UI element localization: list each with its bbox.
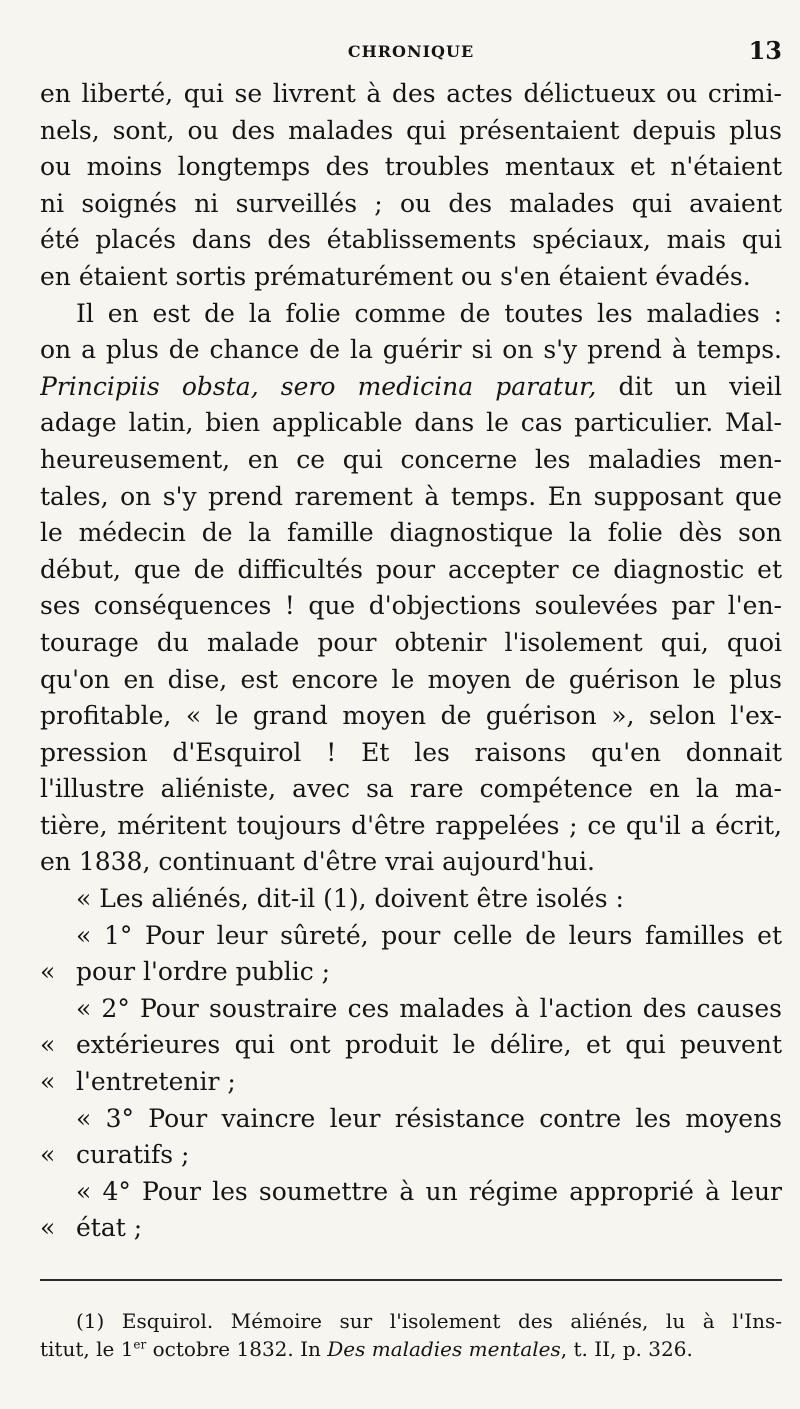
text-line: en 1838, continuant d'être vrai aujourd'hui. [40,847,595,877]
text-line: tourage du malade pour obtenir l'isolement qui, quoi [40,627,782,657]
text-line: nels, sont, ou des malades qui présentaient depuis plus [40,115,782,145]
quote-mark: « [40,1213,56,1243]
quote-mark: « [40,1067,56,1097]
latin-rest: dit un vieil [596,371,782,401]
text-line: qu'on en dise, est encore le moyen de guérison le plus [40,664,782,694]
text-line: Il en est de la folie comme de toutes les maladies : [76,298,782,328]
quote-item: « 1° Pour leur sûreté, pour celle de leurs familles et [76,920,782,950]
text-line: profitable, « le grand moyen de guérison », selon l'ex- [40,701,782,731]
quote-item: « 3° Pour vaincre leur résistance contre les moyens [76,1103,782,1133]
text-line: en étaient sortis prématurément ou s'en étaient évadés. [40,261,751,291]
running-head: CHRONIQUE [347,42,475,61]
text-line: on a plus de chance de la guérir si on s'y prend à temps. [40,335,782,365]
quote-intro: « Les aliénés, dit-il (1), doivent être isolés : [76,884,624,914]
quote-item: « 4° Pour les soumettre à un régime approprié à leur [76,1176,782,1206]
quote-mark: « [40,1140,56,1170]
quote-continuation: « extérieures qui ont produit le délire, et qui peuvent [40,1027,782,1064]
text-line: le médecin de la famille diagnostique la folie dès son [40,518,782,548]
text-line: en liberté, qui se livrent à des actes délictueux ou crimi- [40,79,782,108]
latin-phrase: Principiis obsta, sero medicina paratur, [40,371,597,401]
text-line: ou moins longtemps des troubles mentaux et n'étaient [40,152,782,182]
text-line: heureusement, en ce qui concerne les maladies men- [40,444,782,474]
text-line: début, que de difficultés pour accepter ce diagnostic et [40,554,782,584]
text-line: pression d'Esquirol ! Et les raisons qu'en donnait [40,737,782,767]
quote-item: « 2° Pour soustraire ces malades à l'action des causes [76,993,782,1023]
quote-mark: « [40,957,56,987]
text-line: adage latin, bien applicable dans le cas particulier. Mal- [40,408,782,438]
main-text [40,76,782,1247]
footnote-line: (1) Esquirol. Mémoire sur l'isolement des aliénés, lu à l'Ins- [76,1309,782,1333]
quote-continuation: « l'entretenir ; [40,1064,782,1101]
quote-continuation: « pour l'ordre public ; [40,954,782,991]
text-line: ni soignés ni surveillés ; ou des malades qui avaient [40,188,782,218]
quote-continuation: « état ; [40,1210,782,1247]
latin-line [40,369,782,406]
quote-mark: « [40,1030,56,1060]
text-line: l'illustre aliéniste, avec sa rare compétence en la ma- [40,774,782,804]
page-number: 13 [748,36,782,65]
footnote-rule [40,1279,782,1281]
footnote [40,1307,782,1363]
ordinal-superscript: er [133,1337,147,1352]
text-line: ses conséquences ! que d'objections soulevées par l'en- [40,591,782,621]
quote-continuation: « curatifs ; [40,1137,782,1174]
text-line: été placés dans des établissements spéciaux, mais qui [40,225,782,255]
page-header [40,36,782,68]
footnote-line: titut, le 1er octobre 1832. In Des maladies mentales, t. II, p. 326. [40,1337,693,1361]
text-line: tière, méritent toujours d'être rappelées ; ce qu'il a écrit, [40,810,782,840]
text-line: tales, on s'y prend rarement à temps. En supposant que [40,481,782,511]
book-title: Des maladies mentales [327,1337,561,1361]
